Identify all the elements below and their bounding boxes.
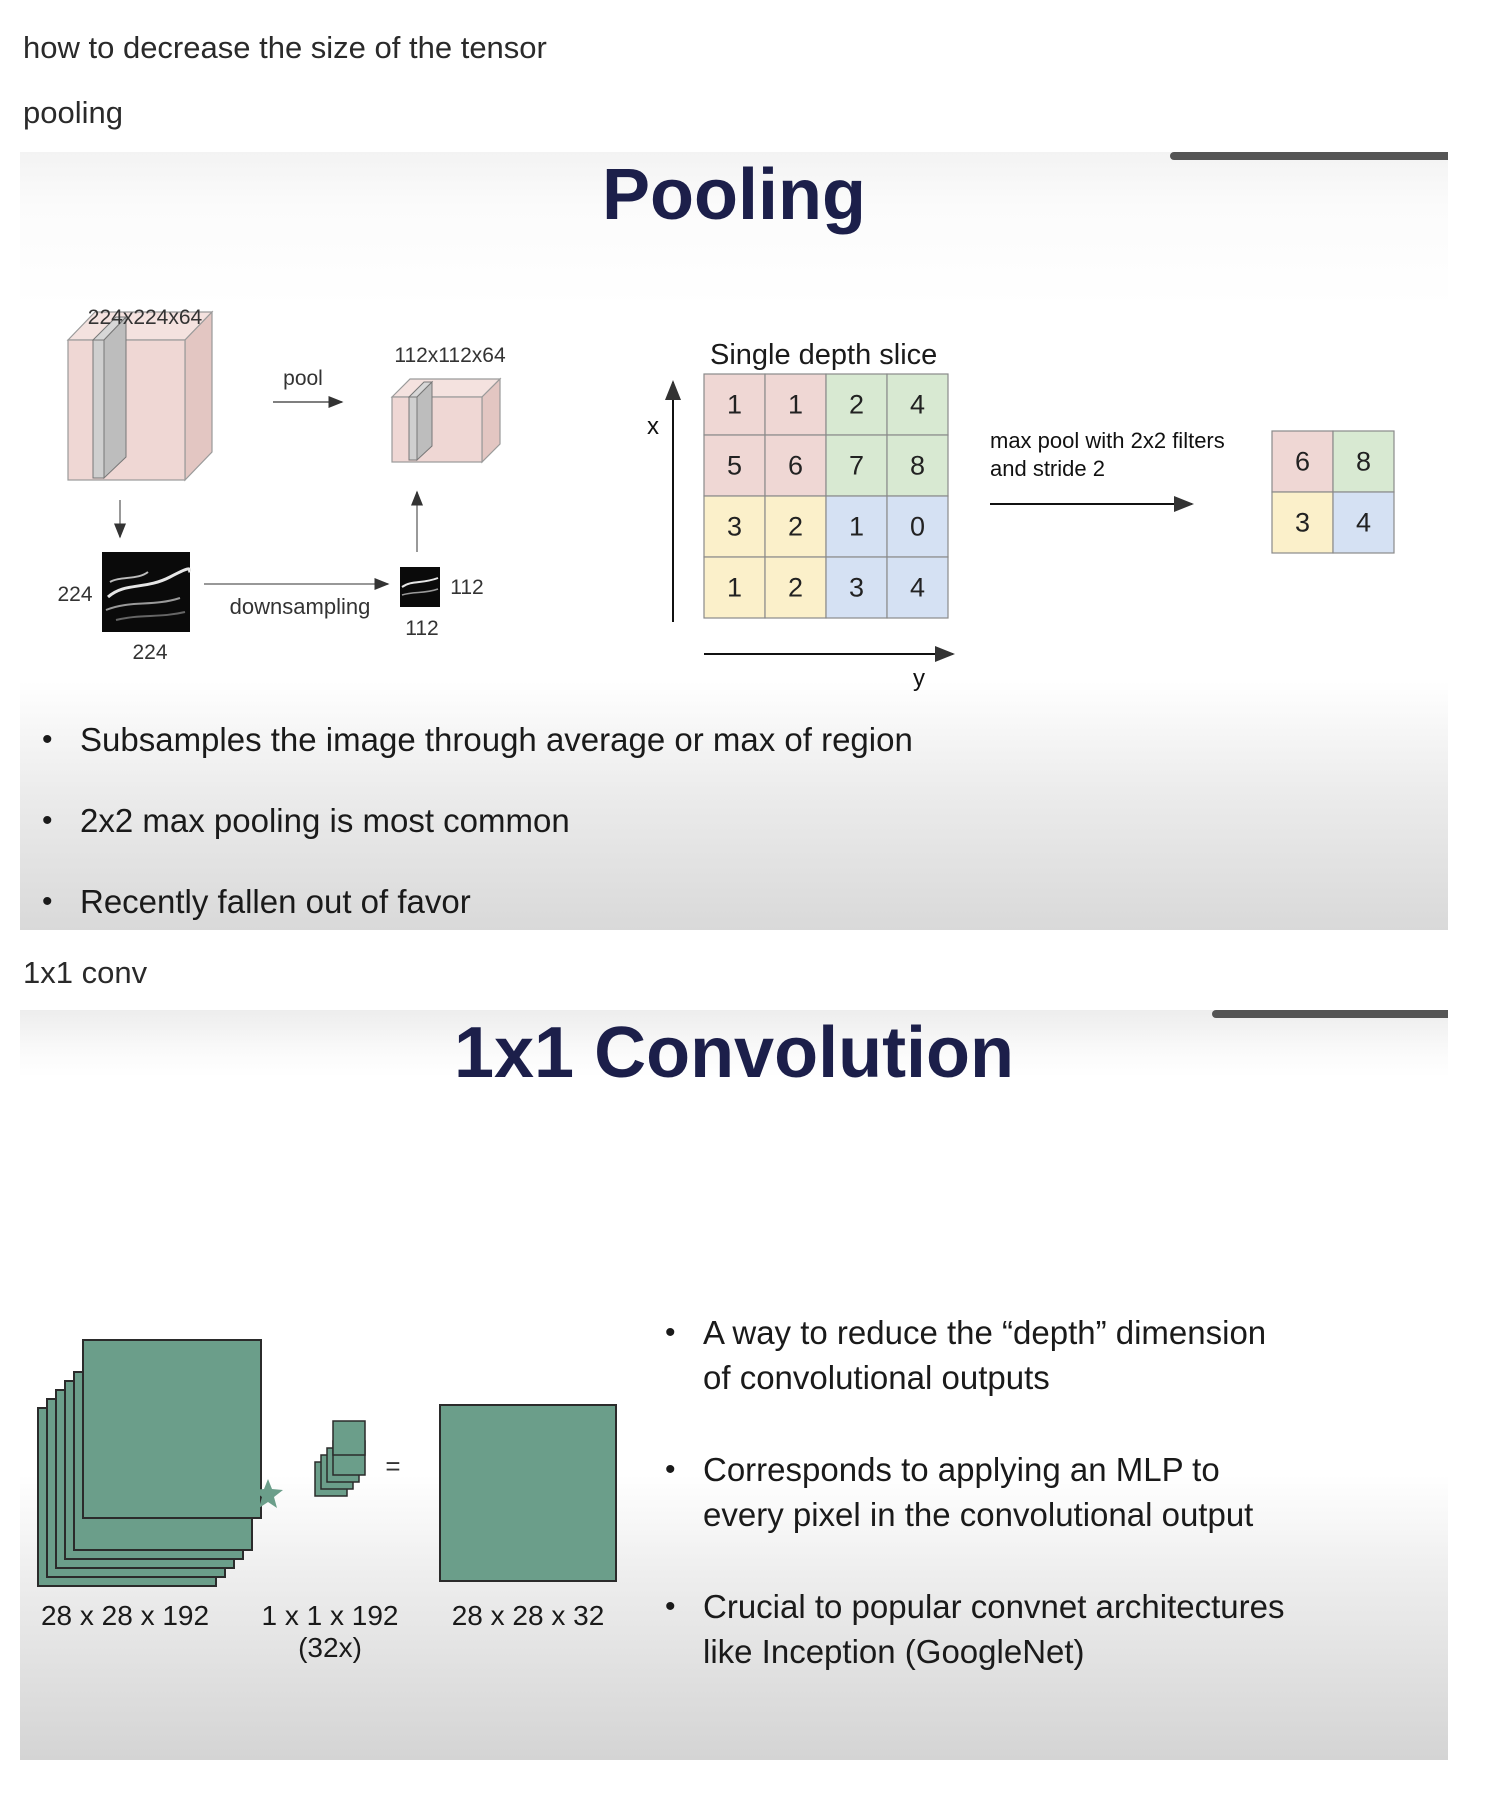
slice-cell-value: 7 — [848, 450, 865, 481]
result-grid — [1272, 431, 1394, 553]
output-volume-cube — [392, 379, 500, 462]
result-cell-value: 6 — [1294, 446, 1311, 477]
slice-title: Single depth slice — [710, 339, 938, 371]
note-conv-heading: 1x1 conv — [23, 955, 148, 990]
slice-cell-value: 8 — [909, 450, 926, 481]
pooling-bullet-2: • 2x2 max pooling is most common — [42, 802, 570, 839]
pool-label: pool — [283, 367, 323, 390]
slice-cell-value: 3 — [726, 511, 743, 542]
note-pooling-heading: pooling — [23, 95, 123, 130]
x-axis-label: x — [647, 413, 659, 440]
slice-cell-value: 2 — [848, 389, 865, 420]
slice-cell-value: 5 — [726, 450, 743, 481]
slice-cell-value: 1 — [848, 511, 865, 542]
slice-cell-value: 2 — [787, 572, 804, 603]
input-size-label: 28 x 28 x 192 — [40, 1600, 210, 1631]
pooling-slide — [20, 152, 1448, 930]
input-volume-cube — [68, 312, 212, 480]
slice-cell-value: 6 — [787, 450, 804, 481]
slice-cell-value: 1 — [787, 389, 804, 420]
maxpool-text-line1: max pool with 2x2 filters — [990, 428, 1225, 453]
input-feature-stack — [38, 1340, 261, 1586]
slice-cell-value: 3 — [848, 572, 865, 603]
output-volume-label: 112x112x64 — [394, 344, 506, 367]
slide-title: 1x1 Convolution — [453, 1013, 1015, 1093]
slice-cell-value: 0 — [909, 511, 926, 542]
slice-cell-value: 1 — [726, 389, 743, 420]
result-cell-value: 8 — [1355, 446, 1372, 477]
slice-grid — [704, 374, 948, 618]
output-size-label: 28 x 28 x 32 — [451, 1600, 605, 1631]
slice-cell-value: 4 — [909, 572, 926, 603]
slice-cell-value: 2 — [787, 511, 804, 542]
result-cell-value: 3 — [1294, 507, 1311, 538]
result-cell-value: 4 — [1355, 507, 1372, 538]
conv-bullet-1: • A way to reduce the “depth” dimension of convolutional outputs — [665, 1314, 1267, 1396]
y-axis-label: y — [913, 665, 925, 692]
input-image-width: 224 — [132, 641, 168, 664]
filter-stack — [315, 1421, 365, 1496]
filter-size-label: 1 x 1 x 192 — [261, 1600, 399, 1631]
maxpool-text-line2: and stride 2 — [990, 456, 1105, 481]
conv-bullet-2: • Corresponds to applying an MLP to every pixel in the convolutional output — [665, 1451, 1254, 1533]
equals-sign: = — [385, 1451, 401, 1481]
output-image-thumbnail — [400, 567, 440, 607]
pooling-bullet-1: • Subsamples the image through average or max of region — [42, 721, 913, 758]
note-question: how to decrease the size of the tensor — [23, 30, 547, 65]
input-image-thumbnail — [102, 552, 190, 632]
input-volume-label: 224x224x64 — [87, 306, 203, 329]
downsampling-label: downsampling — [229, 594, 371, 619]
conv-slide — [20, 1010, 1448, 1760]
slide-title: Pooling — [602, 155, 866, 235]
pooling-bullet-3: • Recently fallen out of favor — [42, 883, 471, 920]
slice-cell-value: 4 — [909, 389, 926, 420]
input-image-height: 224 — [57, 583, 93, 606]
output-image-width: 112 — [405, 617, 439, 640]
output-feature-map — [440, 1405, 616, 1581]
filter-count-label: (32x) — [298, 1632, 362, 1663]
conv-bullet-3: • Crucial to popular convnet architectures like Inception (GoogleNet) — [665, 1588, 1285, 1670]
slice-cell-value: 1 — [726, 572, 743, 603]
output-image-height: 112 — [450, 576, 484, 599]
